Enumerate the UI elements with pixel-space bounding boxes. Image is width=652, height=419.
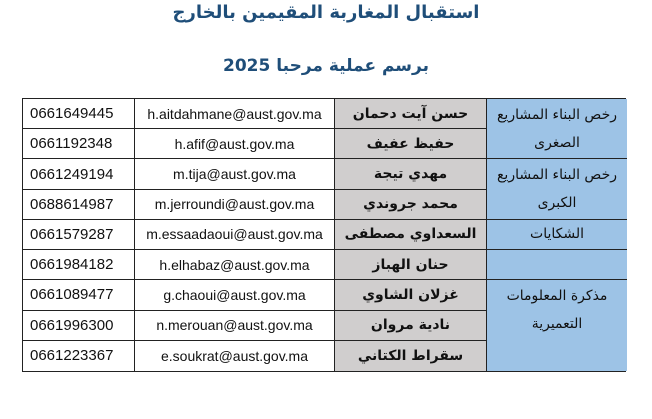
name-cell: نادية مروان (335, 311, 487, 341)
name-cell: مهدي تيجة (335, 159, 487, 189)
page-subtitle: برسم عملية مرحبا 2025 (223, 56, 429, 76)
department-cell: رخص البناء المشاريع الصغرى (487, 99, 627, 159)
phone-cell: 0661089477 (23, 280, 135, 310)
phone-cell: 0661649445 (23, 99, 135, 129)
department-cell: الشكايات (487, 220, 627, 250)
name-cell: السعداوي مصطفى (335, 220, 487, 250)
phone-cell: 0661223367 (23, 341, 135, 371)
name-cell: سقراط الكتاني (335, 341, 487, 371)
email-cell: m.essaadaoui@aust.gov.ma (135, 220, 335, 250)
name-cell: حنان الهباز (335, 250, 487, 280)
name-cell: حسن آيت دحمان (335, 99, 487, 129)
department-cell-empty (487, 250, 627, 280)
department-cell: رخص البناء المشاريع الكبرى (487, 159, 627, 219)
email-cell: h.aitdahmane@aust.gov.ma (135, 99, 335, 129)
email-cell: h.elhabaz@aust.gov.ma (135, 250, 335, 280)
phone-cell: 0661984182 (23, 250, 135, 280)
name-cell: حفيظ عفيف (335, 129, 487, 159)
department-cell: مذكرة المعلومات التعميرية (487, 280, 627, 371)
name-cell: محمد جروندي (335, 190, 487, 220)
email-cell: e.soukrat@aust.gov.ma (135, 341, 335, 371)
phone-cell: 0688614987 (23, 190, 135, 220)
email-cell: g.chaoui@aust.gov.ma (135, 280, 335, 310)
phone-cell: 0661579287 (23, 220, 135, 250)
email-cell: n.merouan@aust.gov.ma (135, 311, 335, 341)
email-cell: m.jerroundi@aust.gov.ma (135, 190, 335, 220)
email-cell: m.tija@aust.gov.ma (135, 159, 335, 189)
phone-cell: 0661192348 (23, 129, 135, 159)
phone-cell: 0661996300 (23, 311, 135, 341)
contact-table (22, 98, 626, 372)
phone-cell: 0661249194 (23, 159, 135, 189)
name-cell: غزلان الشاوي (335, 280, 487, 310)
email-cell: h.afif@aust.gov.ma (135, 129, 335, 159)
page-title: استقبال المغاربة المقيمين بالخارج (172, 2, 480, 23)
